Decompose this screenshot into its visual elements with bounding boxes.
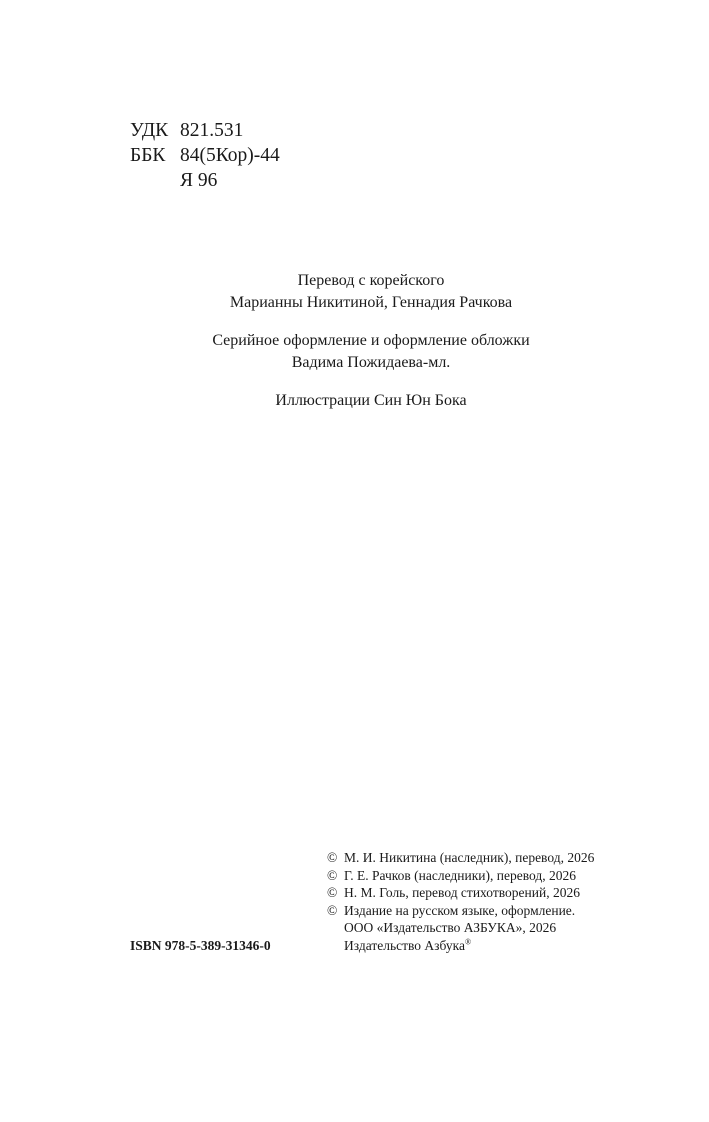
classification-block xyxy=(130,118,280,193)
publisher-trademark-text: Издательство Азбука xyxy=(344,937,465,953)
copyright-continuation xyxy=(327,937,594,955)
isbn: ISBN 978-5-389-31346-0 xyxy=(130,938,271,953)
bbk-label: ББК xyxy=(130,145,166,166)
copyright-text: Издание на русском языке, оформление. xyxy=(344,902,576,918)
publisher-line: ООО «Издательство АЗБУКА», 2026 xyxy=(344,920,557,936)
copyright-symbol: © xyxy=(327,902,338,918)
bbk-value: 84(5Кор)-44 xyxy=(180,145,280,166)
copyright-continuation xyxy=(327,919,594,937)
credits-block xyxy=(0,270,709,428)
illustration-credit xyxy=(0,390,709,412)
udk-label: УДК xyxy=(130,120,169,141)
bbk-row xyxy=(130,143,280,168)
copyright-symbol: © xyxy=(327,885,338,901)
design-line-2: Вадима Пожидаева-мл. xyxy=(291,354,451,371)
copyright-text: Н. М. Голь, перевод стихотворений, 2026 xyxy=(344,885,580,901)
translation-line-1: Перевод с корейского xyxy=(297,272,445,289)
design-line-1: Серийное оформление и оформление обложки xyxy=(212,332,530,349)
design-credit xyxy=(0,330,709,374)
copyright-text: М. И. Никитина (наследник), перевод, 2026 xyxy=(344,850,595,865)
translation-credit xyxy=(0,270,709,314)
copyright-row xyxy=(327,867,594,885)
illustrations-line: Иллюстрации Син Юн Бока xyxy=(275,392,467,409)
copyright-block xyxy=(327,849,594,955)
copyright-symbol: © xyxy=(327,867,338,883)
udk-row xyxy=(130,118,280,143)
copyright-symbol: © xyxy=(327,850,338,865)
registered-mark: ® xyxy=(464,937,472,947)
copyright-row xyxy=(327,849,594,867)
copyright-row xyxy=(327,884,594,902)
author-mark-row xyxy=(130,168,280,193)
copyright-row xyxy=(327,902,594,920)
translation-line-2: Марианны Никитиной, Геннадия Рачкова xyxy=(229,294,513,311)
author-mark: Я 96 xyxy=(180,170,218,191)
udk-value: 821.531 xyxy=(180,120,244,141)
copyright-text: Г. Е. Рачков (наследники), перевод, 2026 xyxy=(344,867,576,883)
publisher-trademark-line xyxy=(344,937,471,955)
